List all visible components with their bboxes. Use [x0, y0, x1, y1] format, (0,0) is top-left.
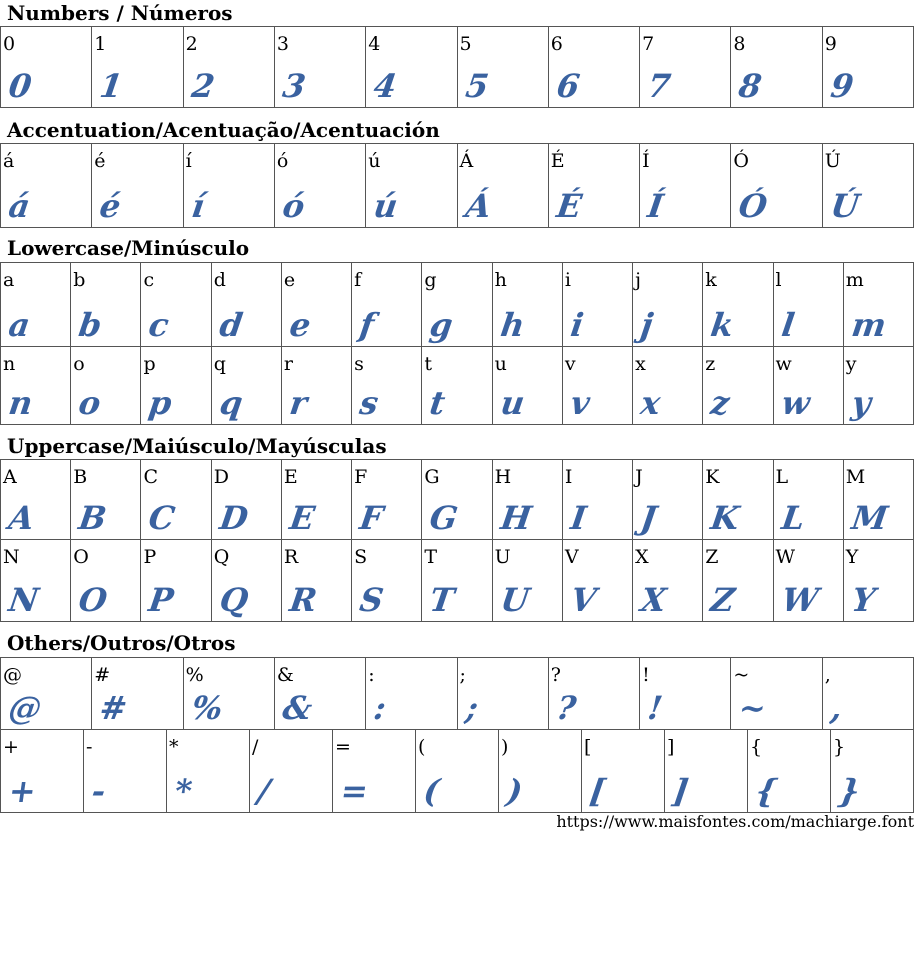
- font-glyph-sample: f: [357, 306, 377, 344]
- glyph-cell: [633, 460, 703, 540]
- character-label: i: [564, 269, 571, 291]
- glyph-cell: [416, 730, 499, 813]
- character-label: o: [73, 353, 85, 375]
- glyph-cell: [184, 27, 275, 108]
- grid-lowercase: [0, 262, 914, 425]
- glyph-cell: [499, 730, 582, 813]
- character-label: í: [185, 150, 192, 172]
- glyph-cell: [640, 27, 731, 108]
- glyph-cell: [823, 27, 914, 108]
- glyph-cell: [1, 460, 71, 540]
- font-glyph-sample: 7: [645, 67, 674, 105]
- character-label: *: [169, 736, 179, 758]
- glyph-cell: [366, 144, 457, 228]
- glyph-cell: [71, 460, 141, 540]
- character-label: y: [845, 353, 857, 375]
- glyph-cell: [493, 460, 563, 540]
- font-glyph-sample: Á: [462, 187, 493, 225]
- character-label: ú: [368, 150, 381, 172]
- character-label: +: [3, 736, 19, 758]
- font-glyph-sample: K: [708, 499, 742, 537]
- section-title-others: Others/Outros/Otros: [7, 631, 236, 655]
- glyph-cell: [844, 347, 914, 425]
- font-glyph-sample: G: [427, 499, 461, 537]
- character-label: c: [143, 269, 155, 291]
- font-glyph-sample: }: [836, 772, 863, 810]
- font-glyph-sample: {: [753, 772, 780, 810]
- character-label: 2: [185, 33, 198, 55]
- character-label: V: [564, 546, 579, 568]
- glyph-cell: [633, 347, 703, 425]
- character-label: }: [833, 736, 846, 758]
- font-glyph-sample: u: [497, 384, 527, 422]
- glyph-cell: [352, 540, 422, 622]
- glyph-cell: [703, 263, 773, 347]
- font-glyph-sample: E: [287, 499, 317, 537]
- glyph-cell: [275, 658, 366, 730]
- character-label: l: [775, 269, 782, 291]
- character-label: -: [86, 736, 93, 758]
- font-glyph-sample: l: [778, 306, 797, 344]
- font-glyph-sample: q: [217, 384, 245, 422]
- glyph-cell: [703, 460, 773, 540]
- character-label: Ó: [733, 150, 749, 172]
- font-glyph-sample: ó: [280, 187, 307, 225]
- font-glyph-sample: 5: [462, 67, 491, 105]
- font-glyph-sample: T: [427, 581, 457, 619]
- font-glyph-sample: 9: [828, 67, 856, 105]
- grid-others-row-1: [0, 657, 914, 730]
- character-label: t: [424, 353, 433, 375]
- character-label: Á: [459, 150, 474, 172]
- character-label: U: [494, 546, 511, 568]
- character-label: Z: [705, 546, 719, 568]
- font-glyph-sample: 0: [6, 67, 34, 105]
- character-label: 1: [94, 33, 107, 55]
- glyph-cell: [458, 658, 549, 730]
- font-glyph-sample: N: [6, 581, 41, 619]
- grid-accentuation: [0, 143, 914, 228]
- font-glyph-sample: b: [76, 306, 105, 344]
- character-label: H: [494, 466, 512, 488]
- glyph-cell: [141, 263, 211, 347]
- glyph-cell: [844, 263, 914, 347]
- character-label: M: [845, 466, 866, 488]
- character-label: v: [564, 353, 576, 375]
- character-label: ]: [667, 736, 675, 758]
- glyph-cell: [84, 730, 167, 813]
- character-label: E: [283, 466, 298, 488]
- glyph-cell: [640, 144, 731, 228]
- character-label: S: [354, 546, 368, 568]
- glyph-cell: [703, 347, 773, 425]
- font-glyph-sample: F: [357, 499, 386, 537]
- glyph-cell: [141, 540, 211, 622]
- font-glyph-sample: U: [497, 581, 532, 619]
- font-glyph-sample: s: [357, 384, 381, 422]
- glyph-cell: [282, 263, 352, 347]
- character-label: Q: [213, 546, 230, 568]
- character-label: A: [3, 466, 17, 488]
- glyph-cell: [1, 144, 92, 228]
- glyph-cell: [582, 730, 665, 813]
- font-glyph-sample: 3: [280, 67, 308, 105]
- font-glyph-sample: 6: [554, 67, 582, 105]
- font-glyph-sample: 2: [188, 67, 217, 105]
- glyph-cell: [167, 730, 250, 813]
- character-label: !: [642, 664, 650, 686]
- glyph-cell: [71, 263, 141, 347]
- character-label: =: [335, 736, 351, 758]
- character-label: ?: [550, 664, 561, 686]
- glyph-cell: [366, 658, 457, 730]
- font-glyph-sample: ú: [371, 187, 401, 225]
- character-label: @: [3, 664, 22, 686]
- font-glyph-sample: O: [76, 581, 110, 619]
- font-glyph-sample: a: [6, 306, 33, 344]
- character-label: z: [705, 353, 716, 375]
- glyph-cell: [1, 263, 71, 347]
- glyph-cell: [774, 347, 844, 425]
- glyph-cell: [731, 144, 822, 228]
- font-glyph-sample: k: [708, 306, 737, 344]
- font-glyph-sample: ]: [670, 772, 691, 810]
- source-url[interactable]: https://www.maisfontes.com/machiarge.font: [556, 812, 914, 831]
- glyph-cell: [366, 27, 457, 108]
- glyph-cell: [563, 347, 633, 425]
- font-glyph-sample: r: [287, 384, 310, 422]
- font-glyph-sample: #: [97, 689, 130, 727]
- character-label: É: [550, 150, 565, 172]
- character-label: %: [185, 664, 204, 686]
- glyph-cell: [184, 658, 275, 730]
- font-glyph-sample: M: [849, 499, 890, 537]
- font-glyph-sample: c: [146, 306, 172, 344]
- character-label: k: [705, 269, 717, 291]
- glyph-cell: [92, 658, 183, 730]
- font-glyph-sample: ;: [462, 689, 480, 727]
- font-glyph-sample: Í: [645, 187, 666, 225]
- font-glyph-sample: ,: [828, 689, 845, 727]
- glyph-cell: [141, 347, 211, 425]
- grid-others-row-2: [0, 729, 914, 813]
- character-label: b: [73, 269, 86, 291]
- glyph-cell: [92, 144, 183, 228]
- font-glyph-sample: D: [217, 499, 251, 537]
- font-glyph-sample: m: [849, 306, 889, 344]
- font-glyph-sample: Ú: [828, 187, 862, 225]
- font-glyph-sample: Q: [217, 581, 251, 619]
- glyph-cell: [774, 540, 844, 622]
- glyph-cell: [352, 347, 422, 425]
- character-label: [: [584, 736, 592, 758]
- font-glyph-sample: y: [849, 384, 874, 422]
- character-label: Ú: [824, 150, 841, 172]
- font-glyph-sample: ?: [554, 689, 579, 727]
- font-glyph-sample: S: [357, 581, 386, 619]
- character-label: #: [94, 664, 111, 686]
- font-glyph-sample: *: [172, 772, 195, 810]
- character-label: (: [418, 736, 426, 758]
- font-glyph-sample: J: [638, 499, 659, 537]
- font-glyph-sample: 8: [736, 67, 765, 105]
- font-glyph-sample: ~: [736, 689, 769, 727]
- character-label: q: [213, 353, 226, 375]
- character-label: 5: [459, 33, 472, 55]
- section-title-lowercase: Lowercase/Minúsculo: [7, 236, 250, 260]
- character-label: 7: [642, 33, 655, 55]
- glyph-cell: [184, 144, 275, 228]
- font-glyph-sample: &: [280, 689, 315, 727]
- character-label: X: [635, 546, 649, 568]
- glyph-cell: [549, 27, 640, 108]
- glyph-cell: [352, 460, 422, 540]
- character-label: O: [73, 546, 89, 568]
- font-glyph-sample: e: [287, 306, 313, 344]
- section-title-numbers: Numbers / Números: [7, 1, 233, 25]
- character-label: á: [3, 150, 15, 172]
- character-label: ~: [733, 664, 750, 686]
- font-glyph-sample: Ó: [736, 187, 770, 225]
- character-label: L: [775, 466, 789, 488]
- character-label: R: [283, 546, 299, 568]
- glyph-cell: [282, 540, 352, 622]
- glyph-cell: [563, 540, 633, 622]
- character-label: G: [424, 466, 440, 488]
- character-label: Y: [845, 546, 859, 568]
- character-label: x: [635, 353, 646, 375]
- font-glyph-sample: 1: [97, 67, 126, 105]
- glyph-cell: [141, 460, 211, 540]
- glyph-cell: [458, 27, 549, 108]
- font-glyph-sample: !: [645, 689, 665, 727]
- character-label: 6: [550, 33, 563, 55]
- font-glyph-sample: p: [146, 384, 175, 422]
- font-glyph-sample: v: [568, 384, 593, 422]
- character-label: ,: [824, 664, 831, 686]
- character-label: g: [424, 269, 437, 291]
- character-label: f: [354, 269, 362, 291]
- glyph-cell: [1, 658, 92, 730]
- glyph-cell: [748, 730, 831, 813]
- glyph-cell: [458, 144, 549, 228]
- glyph-cell: [422, 540, 492, 622]
- glyph-cell: [212, 540, 282, 622]
- glyph-cell: [493, 347, 563, 425]
- font-glyph-sample: É: [554, 187, 584, 225]
- font-glyph-sample: d: [217, 306, 245, 344]
- font-glyph-sample: C: [146, 499, 178, 537]
- glyph-cell: [275, 27, 366, 108]
- glyph-cell: [703, 540, 773, 622]
- character-label: p: [143, 353, 156, 375]
- glyph-cell: [823, 658, 914, 730]
- grid-uppercase: [0, 459, 914, 622]
- glyph-cell: [422, 460, 492, 540]
- font-glyph-sample: X: [638, 581, 669, 619]
- font-glyph-sample: =: [338, 772, 371, 810]
- font-glyph-sample: /: [255, 772, 273, 810]
- font-glyph-sample: Z: [708, 581, 738, 619]
- character-label: W: [775, 546, 796, 568]
- glyph-cell: [1, 730, 84, 813]
- font-glyph-sample: %: [188, 689, 225, 727]
- character-label: d: [213, 269, 226, 291]
- character-label: I: [564, 466, 573, 488]
- glyph-cell: [493, 540, 563, 622]
- glyph-cell: [493, 263, 563, 347]
- glyph-cell: [352, 263, 422, 347]
- glyph-cell: [665, 730, 748, 813]
- glyph-cell: [282, 460, 352, 540]
- font-glyph-sample: n: [6, 384, 35, 422]
- glyph-cell: [212, 460, 282, 540]
- font-glyph-sample: o: [76, 384, 104, 422]
- glyph-cell: [774, 263, 844, 347]
- glyph-cell: [282, 347, 352, 425]
- font-glyph-sample: é: [97, 187, 124, 225]
- character-label: J: [635, 466, 643, 488]
- font-glyph-sample: W: [778, 581, 821, 619]
- character-label: e: [283, 269, 296, 291]
- font-glyph-sample: (: [421, 772, 442, 810]
- font-glyph-sample: x: [638, 384, 663, 422]
- font-glyph-sample: V: [568, 581, 599, 619]
- glyph-cell: [71, 347, 141, 425]
- glyph-cell: [250, 730, 333, 813]
- character-label: B: [73, 466, 88, 488]
- font-glyph-sample: í: [188, 187, 207, 225]
- character-label: {: [750, 736, 763, 758]
- font-glyph-sample: +: [6, 772, 39, 810]
- glyph-cell: [633, 540, 703, 622]
- character-label: N: [3, 546, 20, 568]
- font-glyph-sample: I: [568, 499, 589, 537]
- glyph-cell: [563, 263, 633, 347]
- glyph-cell: [549, 144, 640, 228]
- glyph-cell: [212, 347, 282, 425]
- character-label: Í: [642, 150, 650, 172]
- character-label: &: [276, 664, 294, 686]
- font-glyph-sample: A: [6, 499, 37, 537]
- character-label: T: [424, 546, 438, 568]
- character-label: P: [143, 546, 157, 568]
- character-label: a: [3, 269, 15, 291]
- character-label: é: [94, 150, 106, 172]
- grid-numbers: [0, 26, 914, 108]
- glyph-cell: [422, 263, 492, 347]
- font-glyph-sample: g: [427, 306, 456, 344]
- font-glyph-sample: ): [504, 772, 525, 810]
- font-glyph-sample: w: [778, 384, 812, 422]
- glyph-cell: [831, 730, 914, 813]
- glyph-cell: [422, 347, 492, 425]
- font-glyph-sample: B: [76, 499, 109, 537]
- character-label: 4: [368, 33, 381, 55]
- font-glyph-sample: á: [6, 187, 33, 225]
- character-label: /: [252, 736, 259, 758]
- section-title-uppercase: Uppercase/Maiúsculo/Mayúsculas: [7, 434, 387, 458]
- character-label: s: [354, 353, 364, 375]
- font-glyph-sample: h: [497, 306, 527, 344]
- character-label: u: [494, 353, 507, 375]
- font-glyph-sample: P: [146, 581, 177, 619]
- character-label: :: [368, 664, 375, 686]
- glyph-cell: [549, 658, 640, 730]
- glyph-cell: [275, 144, 366, 228]
- character-label: m: [845, 269, 864, 291]
- character-label: ó: [276, 150, 289, 172]
- font-glyph-sample: @: [6, 689, 44, 727]
- glyph-cell: [640, 658, 731, 730]
- font-glyph-sample: L: [778, 499, 807, 537]
- character-label: h: [494, 269, 507, 291]
- font-glyph-sample: z: [708, 384, 733, 422]
- character-label: ;: [459, 664, 466, 686]
- font-glyph-sample: -: [89, 772, 108, 810]
- glyph-cell: [1, 540, 71, 622]
- character-label: n: [3, 353, 16, 375]
- character-label: r: [283, 353, 294, 375]
- font-glyph-sample: Y: [849, 581, 878, 619]
- glyph-cell: [731, 658, 822, 730]
- glyph-cell: [731, 27, 822, 108]
- font-glyph-sample: R: [287, 581, 320, 619]
- font-glyph-sample: t: [427, 384, 448, 422]
- character-label: ): [501, 736, 509, 758]
- glyph-cell: [823, 144, 914, 228]
- section-title-accentuation: Accentuation/Acentuação/Acentuación: [7, 118, 440, 142]
- font-glyph-sample: H: [497, 499, 534, 537]
- character-label: 3: [276, 33, 289, 55]
- font-glyph-sample: [: [587, 772, 608, 810]
- glyph-cell: [633, 263, 703, 347]
- glyph-cell: [1, 27, 92, 108]
- font-glyph-sample: :: [371, 689, 389, 727]
- font-glyph-sample: 4: [371, 67, 400, 105]
- character-label: j: [635, 269, 641, 291]
- character-label: 0: [3, 33, 16, 55]
- character-label: C: [143, 466, 158, 488]
- glyph-cell: [844, 460, 914, 540]
- glyph-cell: [71, 540, 141, 622]
- character-label: K: [705, 466, 720, 488]
- character-label: 8: [733, 33, 746, 55]
- character-label: 9: [824, 33, 837, 55]
- glyph-cell: [844, 540, 914, 622]
- font-glyph-sample: i: [568, 306, 586, 344]
- glyph-cell: [92, 27, 183, 108]
- glyph-cell: [212, 263, 282, 347]
- glyph-cell: [774, 460, 844, 540]
- character-label: w: [775, 353, 792, 375]
- character-label: F: [354, 466, 368, 488]
- font-glyph-sample: j: [638, 306, 656, 344]
- glyph-cell: [1, 347, 71, 425]
- glyph-cell: [333, 730, 416, 813]
- character-label: D: [213, 466, 229, 488]
- glyph-cell: [563, 460, 633, 540]
